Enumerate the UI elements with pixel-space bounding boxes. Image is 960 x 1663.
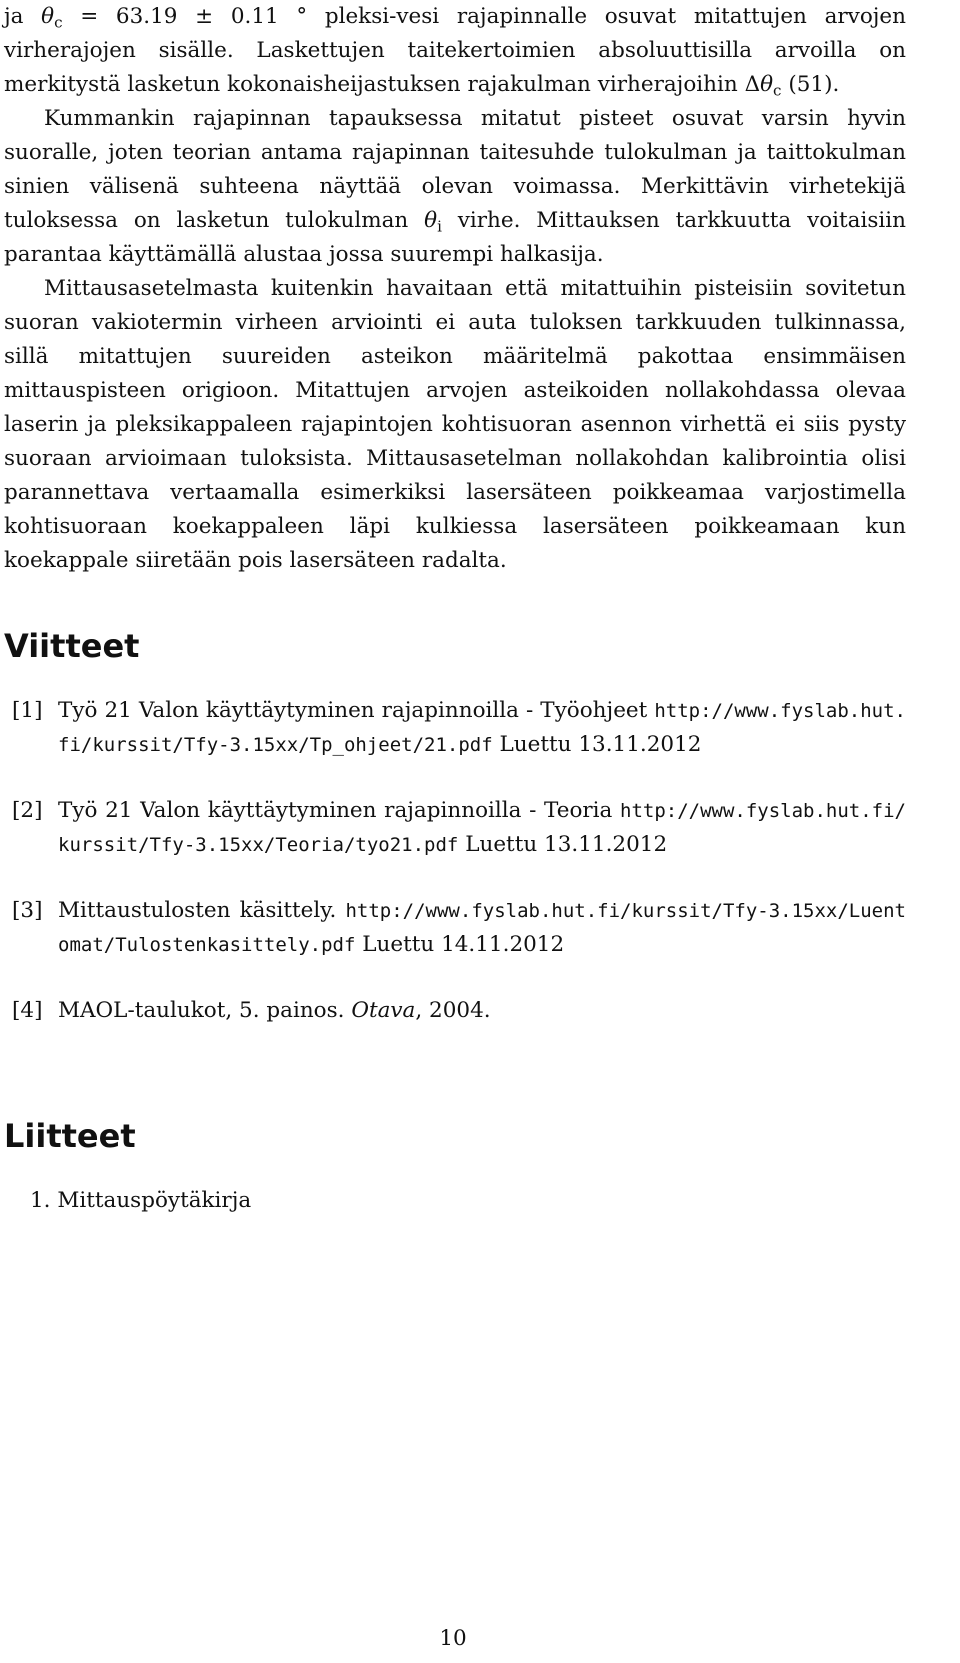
reference-number: [2] xyxy=(12,798,43,823)
reference-item: [2] Työ 21 Valon käyttäytyminen rajapinnoilla - Teoria http://www.fyslab.hut.fi/kurssit/Tfy-3.15xx/Teoria/tyo21.pdf Luettu 13.11.2012 xyxy=(4,794,906,862)
reference-link[interactable]: http://www.fyslab.hut.fi/kurssit/Tfy-3.15xx/Teoria/tyo21.pdf xyxy=(58,800,906,856)
reference-item: [1] Työ 21 Valon käyttäytyminen rajapinnoilla - Työohjeet http://www.fyslab.hut.fi/kurssit/Tfy-3.15xx/Tp_ohjeet/21.pdf Luettu 13.11.2012 xyxy=(4,694,906,762)
reference-number: [3] xyxy=(12,898,43,923)
reference-number: [4] xyxy=(12,998,43,1023)
references-heading: Viitteet xyxy=(4,627,140,665)
page-number: 10 xyxy=(439,1626,467,1651)
attachments-list xyxy=(30,1184,251,1218)
math-theta: θ xyxy=(41,4,55,29)
attachments-heading: Liitteet xyxy=(4,1117,136,1155)
attachment-item: 1. Mittauspöytäkirja xyxy=(30,1188,252,1213)
publisher-name: Otava xyxy=(351,998,416,1023)
reference-link[interactable]: http://www.fyslab.hut.fi/kurssit/Tfy-3.15xx/Tp_ohjeet/21.pdf xyxy=(58,700,906,756)
reference-number: [1] xyxy=(12,698,43,723)
reference-link[interactable]: http://www.fyslab.hut.fi/kurssit/Tfy-3.15xx/Luentomat/Tulostenkasittely.pdf xyxy=(58,900,906,956)
paragraph-calibration: Mittausasetelmasta kuitenkin havaitaan että mitattuihin pisteisiin sovitetun suoran vakiotermin virheen arviointi ei auta tuloksen tarkkuuden tulkinnassa, sillä mitattujen suureiden asteikon määritelmä pakottaa ensimmäisen mittauspisteen origioon. Mitattujen arvojen asteikoiden nollakohdassa olevaa laserin ja pleksikappaleen rajapintojen kohtisuoran asennon virhettä ei siis pysty suoraan arvioimaan tuloksista. Mittausasetelman nollakohdan kalibrointia olisi parannettava vertaamalla esimerkiksi lasersäteen poikkeamaa varjostimella kohtisuoraan koekappaleen läpi kulkiessa lasersäteen poikkeamaan kun koekappale siiretään pois lasersäteen radalta. xyxy=(4,276,906,573)
paragraph-uncertainty: ja $\theta_c = 63.19 \pm 0.11$ ° pleksi-vesi rajapinnalle osuvat mitattujen arvojen virherajojen sisälle. Laskettujen taitekertoimien absoluuttisilla arvoilla on merkitystä lasketun kokonaisheijastuksen rajakulman virherajoihin $\Delta\theta_c$ (51). xyxy=(4,4,907,100)
conclusions-text xyxy=(4,0,906,578)
math-theta: θ xyxy=(760,72,774,97)
reference-item: [3] Mittaustulosten käsittely. http://www.fyslab.hut.fi/kurssit/Tfy-3.15xx/Luentomat/Tulostenkasittely.pdf Luettu 14.11.2012 xyxy=(4,894,906,962)
paragraph-linearity: Kummankin rajapinnan tapauksessa mitatut pisteet osuvat varsin hyvin suoralle, joten teorian antama rajapinnan taitesuhde tulokulman ja taittokulman sinien välisenä suhteena näyttää olevan voimassa. Merkittävin virhetekijä tuloksessa on lasketun tulokulman $\theta_i$ virhe. Mittauksen tarkkuutta voitaisiin parantaa käyttämällä alustaa jossa suurempi halkasija. xyxy=(4,106,907,267)
references-list xyxy=(4,694,906,1060)
math-theta: θ xyxy=(424,208,438,233)
reference-item: [4] MAOL-taulukot, 5. painos. Otava, 2004. xyxy=(4,994,906,1028)
